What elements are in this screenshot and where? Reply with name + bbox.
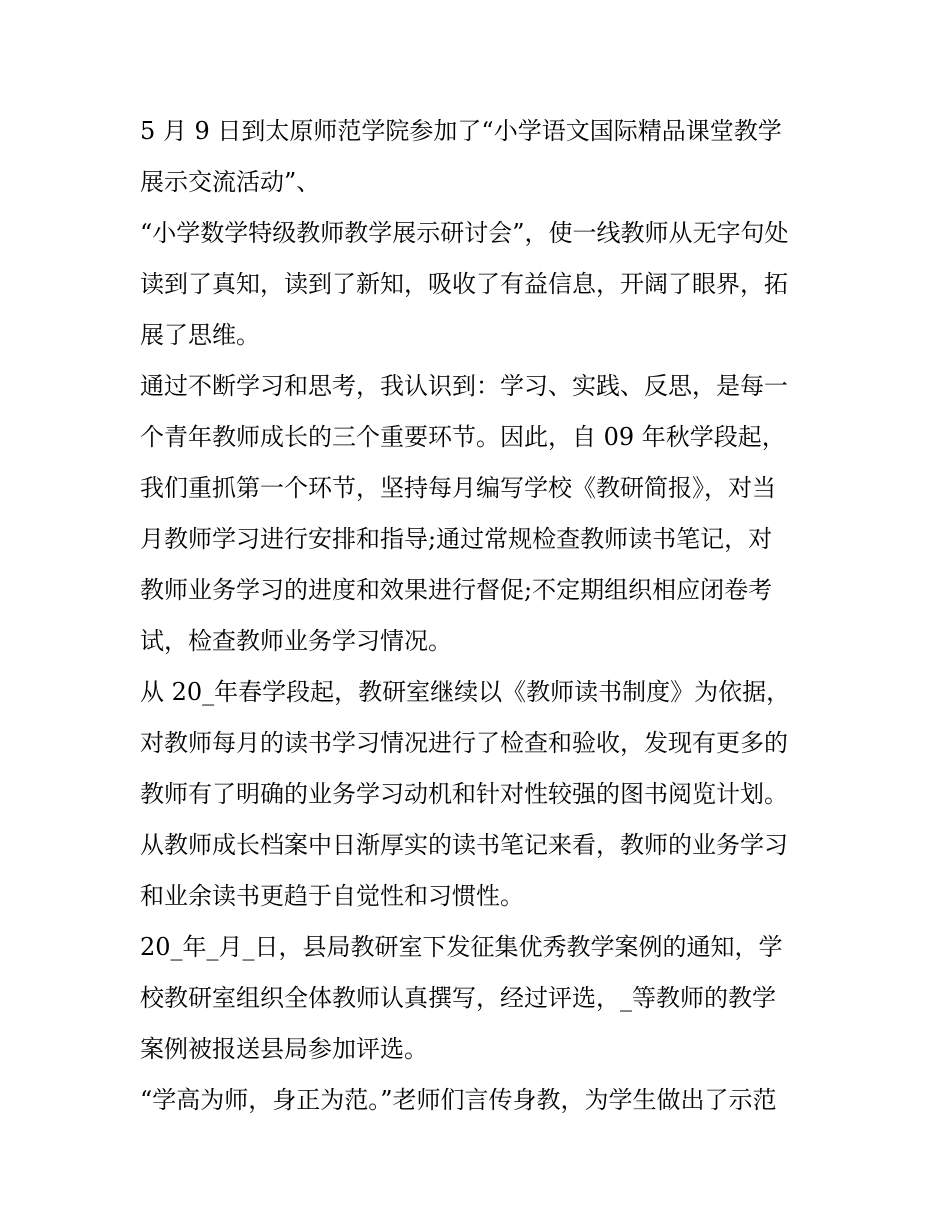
text-line: 校教研室组织全体教师认真撰写，经过评选，_等教师的教学: [140, 984, 776, 1012]
paragraph: [140, 361, 820, 667]
text-line: 案例被报送县局参加评选。: [140, 1035, 428, 1063]
text-line: 和业余读书更趋于自觉性和习惯性。: [140, 882, 524, 910]
document-body: [140, 106, 820, 1126]
text-line: 5 月 9 日到太原师范学院参加了“小学语文国际精品课堂教学: [140, 117, 782, 145]
text-line: “学高为师，身正为范。”老师们言传身教，为学生做出了示范: [140, 1086, 777, 1114]
paragraph: [140, 208, 820, 361]
text-line: “小学数学特级教师教学展示研讨会”，使一线教师从无字句处: [140, 219, 789, 247]
text-line: 试，检查教师业务学习情况。: [140, 627, 452, 655]
text-line: 从 20_年春学段起，教研室继续以《教师读书制度》为依据，: [140, 678, 791, 706]
paragraph: [140, 1075, 820, 1126]
text-line: 通过不断学习和思考，我认识到：学习、实践、反思，是每一: [140, 372, 788, 400]
text-line: 月教师学习进行安排和指导;通过常规检查教师读书笔记，对: [140, 525, 773, 553]
text-line: 展了思维。: [140, 321, 260, 349]
paragraph: [140, 667, 820, 922]
text-line: 教师业务学习的进度和效果进行督促;不定期组织相应闭卷考: [140, 576, 773, 604]
text-line: 个青年教师成长的三个重要环节。因此，自 09 年秋学段起，: [140, 423, 786, 451]
text-line: 从教师成长档案中日渐厚实的读书笔记来看，教师的业务学习: [140, 831, 788, 859]
paragraph: [140, 922, 820, 1075]
paragraph: [140, 106, 820, 208]
text-line: 展示交流活动”、: [140, 168, 321, 196]
text-line: 教师有了明确的业务学习动机和针对性较强的图书阅览计划。: [140, 780, 788, 808]
text-line: 我们重抓第一个环节，坚持每月编写学校《教研简报》，对当: [140, 474, 776, 502]
text-line: 20_年_月_日，县局教研室下发征集优秀教学案例的通知，学: [140, 933, 783, 961]
text-line: 读到了真知，读到了新知，吸收了有益信息，开阔了眼界，拓: [140, 270, 788, 298]
text-line: 对教师每月的读书学习情况进行了检查和验收，发现有更多的: [140, 729, 788, 757]
